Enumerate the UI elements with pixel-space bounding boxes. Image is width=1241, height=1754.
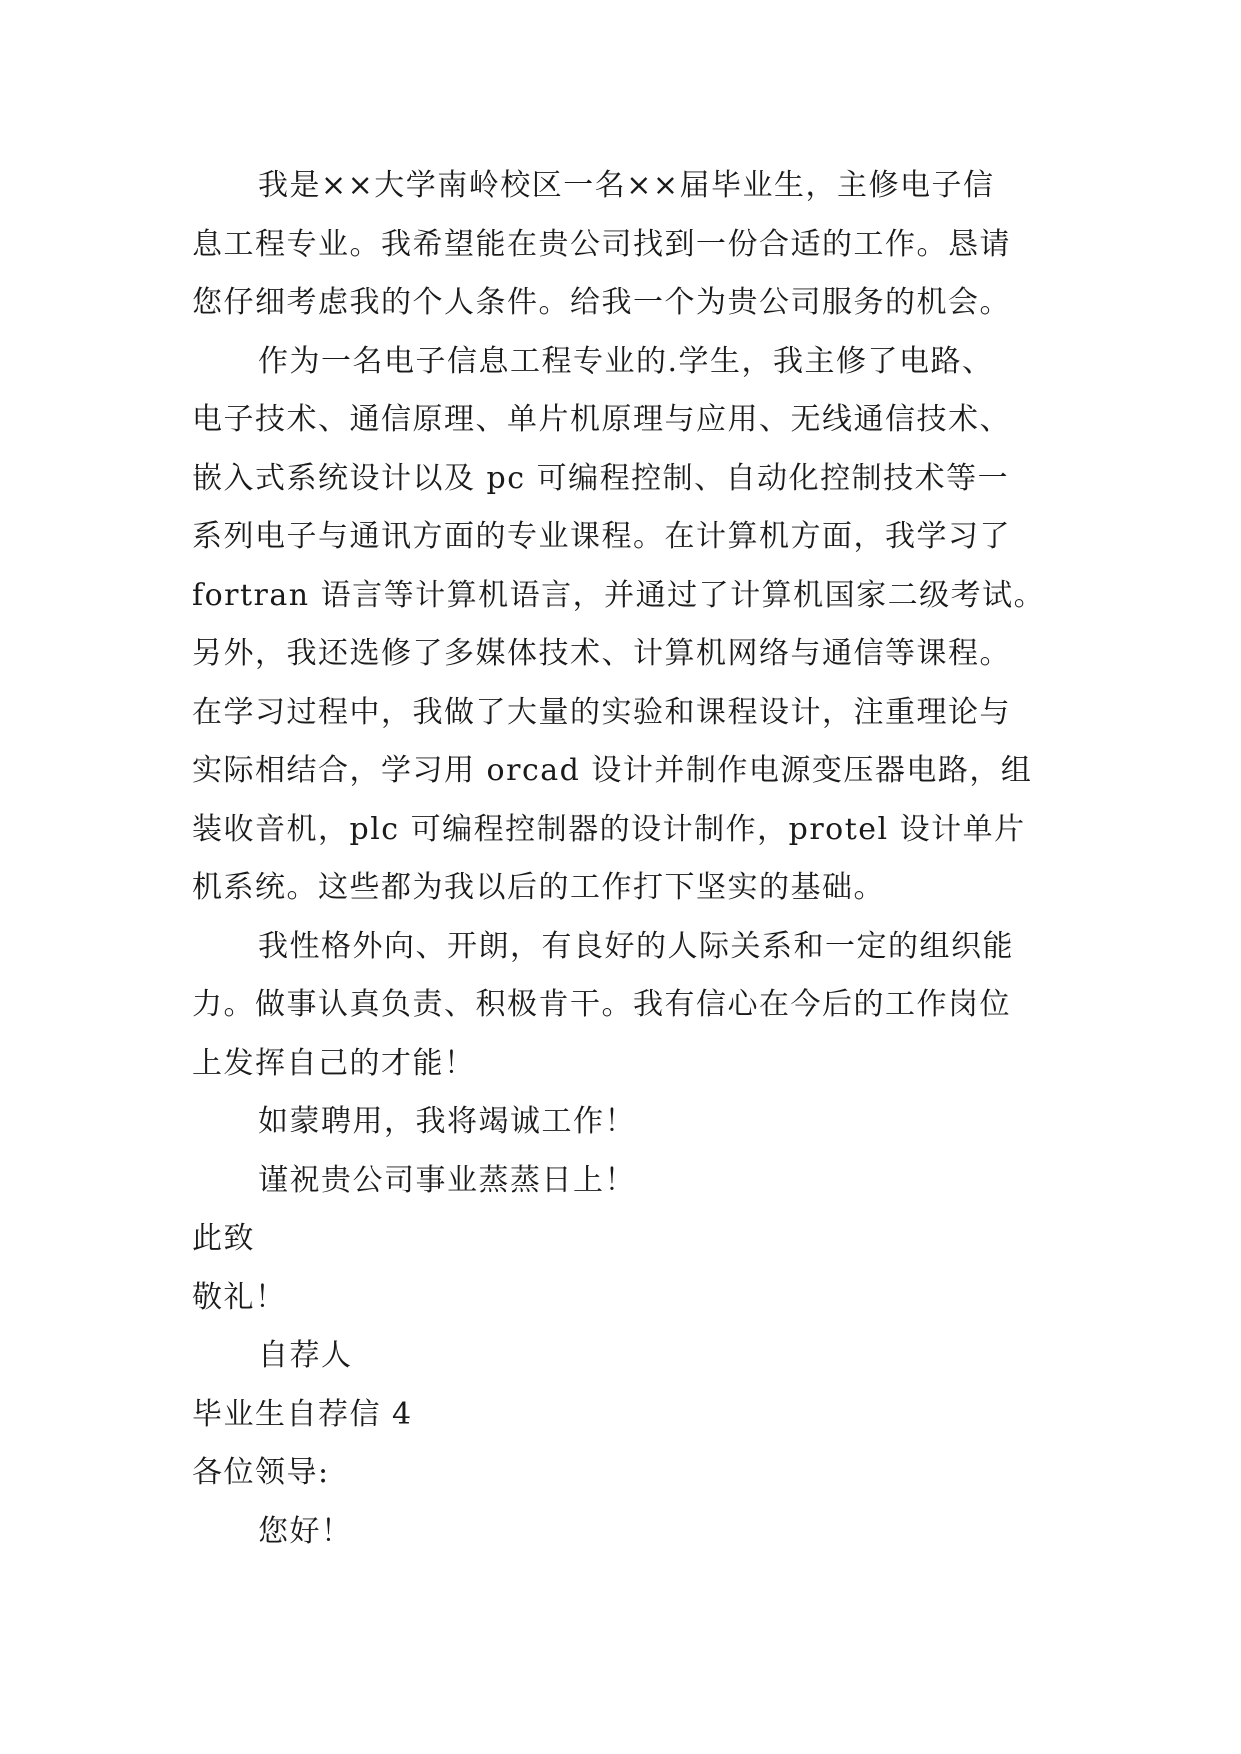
closing-regards: 敬礼！ [192, 1279, 287, 1315]
closing-salutation: 此致 [192, 1221, 255, 1256]
paragraph-line: 电子技术、通信原理、单片机原理与应用、无线通信技术、 [192, 402, 1011, 437]
paragraph-line: 我性格外向、开朗，有良好的人际关系和一定的组织能 [258, 928, 1014, 964]
paragraph-line: 作为一名电子信息工程专业的.学生，我主修了电路、 [258, 343, 994, 379]
paragraph-line: 我是××大学南岭校区一名××届毕业生，主修电子信 [258, 168, 995, 203]
paragraph-line: fortran 语言等计算机语言，并通过了计算机国家二级考试。 [192, 577, 1046, 613]
paragraph-line: 实际相结合，学习用 orcad 设计并制作电源变压器电路，组 [192, 753, 1033, 788]
paragraph-line: 上发挥自己的才能！ [192, 1045, 476, 1081]
letter-body [192, 157, 1082, 1561]
greeting-hello: 您好！ [258, 1513, 353, 1549]
paragraph-line: 装收音机，plc 可编程控制器的设计制作，protel 设计单片 [192, 811, 1026, 847]
greeting-recipient: 各位领导: [192, 1455, 330, 1490]
paragraph-line: 另外，我还选修了多媒体技术、计算机网络与通信等课程。 [192, 636, 1011, 671]
signature-label: 自荐人 [258, 1338, 353, 1373]
section-heading: 毕业生自荐信 4 [192, 1396, 413, 1432]
paragraph-line: 您仔细考虑我的个人条件。给我一个为贵公司服务的机会。 [192, 285, 1011, 320]
paragraph-line: 系列电子与通讯方面的专业课程。在计算机方面，我学习了 [192, 519, 1011, 554]
paragraph-line: 嵌入式系统设计以及 pc 可编程控制、自动化控制技术等一 [192, 460, 1010, 496]
paragraph-line: 在学习过程中，我做了大量的实验和课程设计，注重理论与 [192, 694, 1011, 730]
paragraph-line: 息工程专业。我希望能在贵公司找到一份合适的工作。恳请 [192, 226, 1011, 262]
paragraph-line: 力。做事认真负责、积极肯干。我有信心在今后的工作岗位 [192, 987, 1011, 1022]
paragraph-line: 如蒙聘用，我将竭诚工作！ [258, 1104, 636, 1139]
paragraph-line: 谨祝贵公司事业蒸蒸日上！ [258, 1162, 636, 1198]
paragraph-line: 机系统。这些都为我以后的工作打下坚实的基础。 [192, 870, 885, 905]
